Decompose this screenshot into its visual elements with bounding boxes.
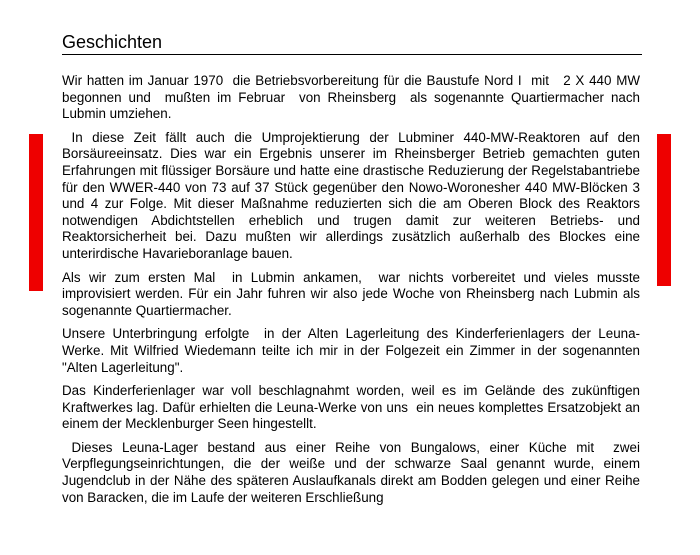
paragraph-3: Als wir zum ersten Mal in Lubmin ankamen, war nichts vorbereitet und vieles musste improvisiert werden. Für ein Jahr fuhren wir also jede Woche von Rheinsberg nach Lubmin als sogenannte Quartiermacher. <box>62 269 644 318</box>
paragraph-2: In diese Zeit fällt auch die Umprojektierung der Lubminer 440-MW-Reaktoren auf den Borsäureeinsatz. Dies war ein Ergebnis unserer im Rheinsberger Betrieb gemachten guten Erfahrungen mit flüssiger Borsäure und hatte eine drastische Reduzierung der Regelstabantriebe für den WWER-440 von 73 auf 37 Stück gegenüber den Nowo-Woronesher 440 MW-Blöcken 3 und 4 zur Folge. Mit dieser Maßnahme reduzierten sich die am Oberen Block des Reaktors notwendigen Abdichtstellen erheblich und trugen damit zur weiteren Betriebs- und Reaktorsicherheit bei. Dazu mußten wir allerdings zusätzlich außerhalb des Blockes eine unterirdische Havarieboranlage bauen. <box>62 129 644 261</box>
right-change-bar <box>657 134 671 286</box>
paragraph-4: Unsere Unterbringung erfolgte in der Alten Lagerleitung des Kinderferienlagers der Leuna-Werke. Mit Wilfried Wiedemann teilte ich mir in der Folgezeit ein Zimmer in der sogenannten "Alten Lagerleitung". <box>62 326 644 375</box>
paragraph-5: Das Kinderferienlager war voll beschlagnahmt worden, weil es im Gelände des zukünftigen Kraftwerkes lag. Dafür erhielten die Leuna-Werke von uns ein neues komplettes Ersatzobjekt an einem der Mecklenburger Seen hingestellt. <box>62 383 644 432</box>
page-heading: Geschichten <box>62 31 642 55</box>
paragraph-6: Dieses Leuna-Lager bestand aus einer Reihe von Bungalows, einer Küche mit zwei Verpflegungseinrichtungen, die der weiße und der schwarze Saal genannt wurde, einem Jugendclub in der Nähe des späteren Auslaufkanals direkt am Bodden gelegen und einer Reihe von Baracken, die im Laufe der weiteren Erschließung <box>62 439 644 505</box>
body-text <box>62 73 644 513</box>
paragraph-1: Wir hatten im Januar 1970 die Betriebsvorbereitung für die Baustufe Nord I mit 2 X 440 MW begonnen und mußten im Februar von Rheinsberg als sogenannte Quartiermacher nach Lubmin umziehen. <box>62 73 644 122</box>
left-change-bar <box>29 134 43 291</box>
